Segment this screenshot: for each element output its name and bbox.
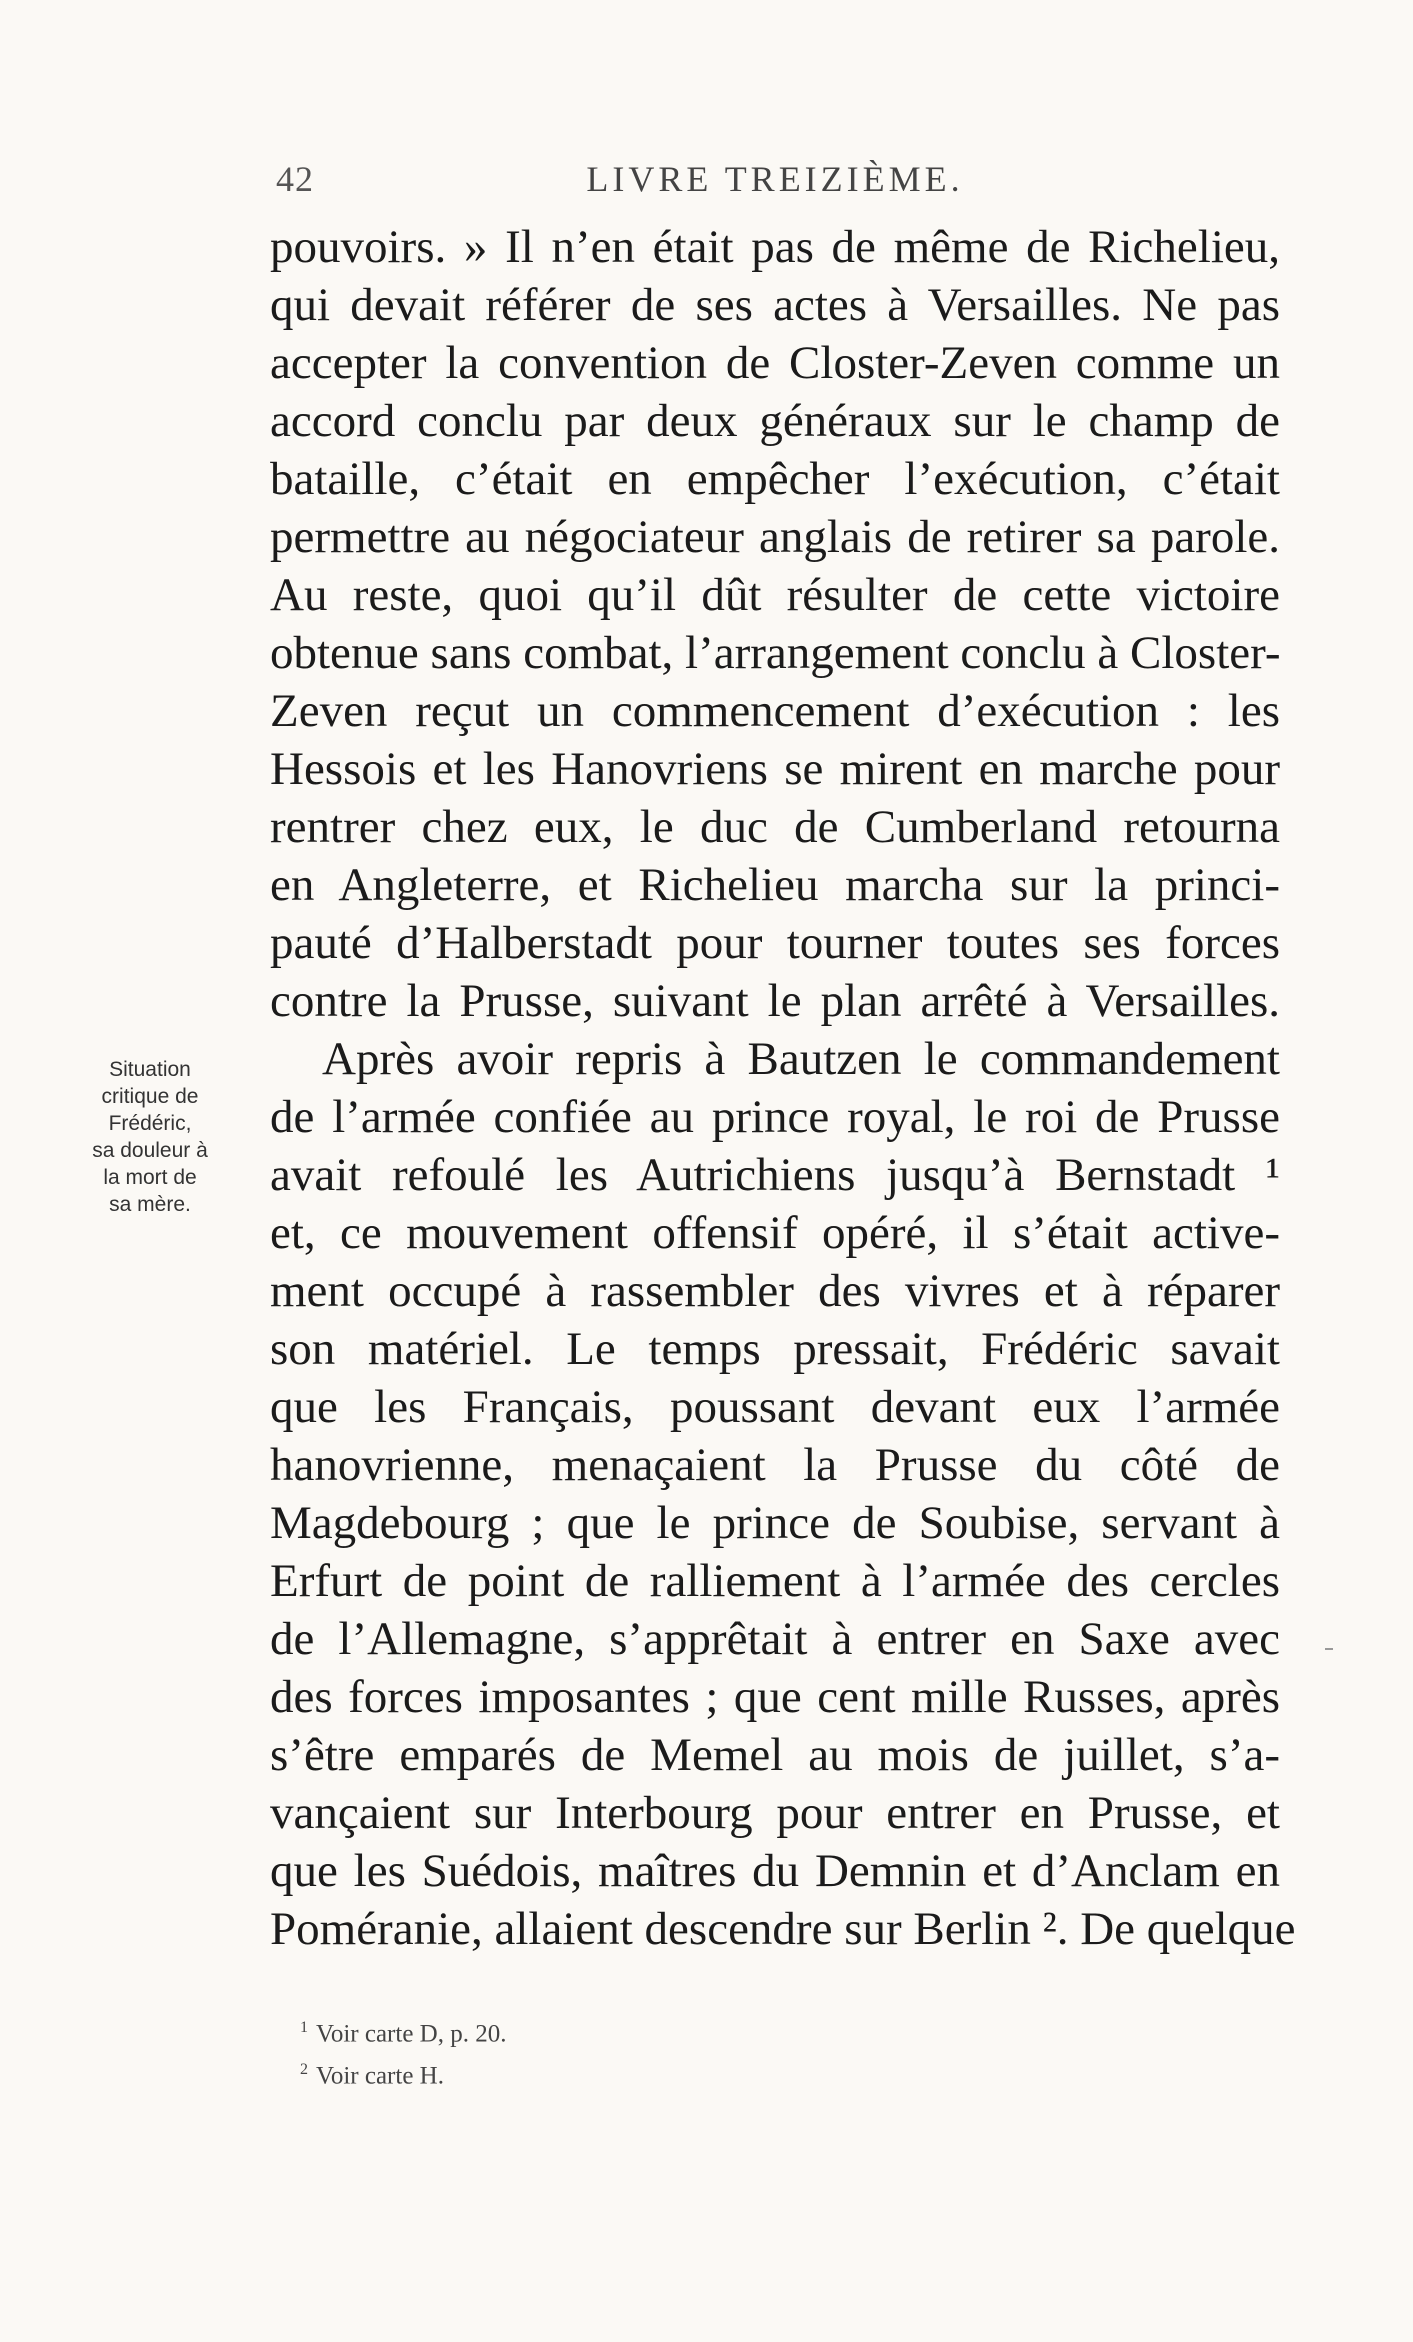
text-line: Poméranie, allaient descendre sur Berlin ². De quelque	[270, 1903, 1296, 1955]
text-line: pauté d’Halberstadt pour tourner toutes ses forces	[270, 917, 1280, 969]
footnote-mark: 1	[300, 2019, 308, 2036]
margin-note-line: sa mère.	[109, 1193, 191, 1216]
footnote-text: Voir carte D, p. 20.	[316, 2020, 507, 2048]
margin-note-line: Situation	[109, 1058, 191, 1081]
text-line: de l’armée confiée au prince royal, le roi de Prusse	[270, 1091, 1280, 1143]
footnote-text: Voir carte H.	[316, 2062, 444, 2090]
margin-note-line: sa douleur à	[92, 1139, 208, 1162]
footnotes	[300, 2010, 1000, 2095]
text-line: qui devait référer de ses actes à Versailles. Ne pas	[270, 279, 1280, 331]
text-line: s’être emparés de Memel au mois de juillet, s’a-	[270, 1729, 1280, 1781]
text-line: rentrer chez eux, le duc de Cumberland retourna	[270, 801, 1280, 853]
text-line: Zeven reçut un commencement d’exécution : les	[270, 685, 1280, 737]
text-line: obtenue sans combat, l’arrangement conclu à Closter-	[270, 627, 1281, 679]
text-line: bataille, c’était en empêcher l’exécution, c’était	[270, 453, 1280, 505]
text-line: son matériel. Le temps pressait, Frédéric savait	[270, 1323, 1280, 1375]
margin-note	[60, 1056, 240, 1218]
text-line: et, ce mouvement offensif opéré, il s’était active-	[270, 1207, 1280, 1259]
footnote-mark: 2	[300, 2061, 308, 2079]
text-line: de l’Allemagne, s’apprêtait à entrer en Saxe avec	[270, 1613, 1280, 1665]
text-line: que les Français, poussant devant eux l’armée	[270, 1381, 1280, 1433]
text-line: Au reste, quoi qu’il dût résulter de cette victoire	[270, 569, 1280, 621]
text-line: Erfurt de point de ralliement à l’armée des cercles	[270, 1555, 1280, 1607]
margin-note-line: critique de	[101, 1085, 199, 1108]
text-line: vançaient sur Interbourg pour entrer en Prusse, et	[270, 1787, 1280, 1839]
text-line: ment occupé à rassembler des vivres et à réparer	[270, 1265, 1280, 1317]
text-line: Magdebourg ; que le prince de Soubise, servant à	[270, 1497, 1280, 1549]
margin-note-line: la mort de	[103, 1166, 197, 1189]
text-line: des forces imposantes ; que cent mille Russes, après	[270, 1671, 1280, 1723]
text-line: en Angleterre, et Richelieu marcha sur la princi-	[270, 859, 1280, 911]
text-line: contre la Prusse, suivant le plan arrêté à Versailles.	[270, 975, 1280, 1027]
text-line: permettre au négociateur anglais de retirer sa parole.	[270, 511, 1280, 563]
body-text	[270, 218, 1296, 1958]
footnote	[300, 2010, 1000, 2052]
text-line: accepter la convention de Closter-Zeven comme un	[270, 337, 1280, 389]
footnote	[300, 2052, 1000, 2094]
text-line: accord conclu par deux généraux sur le champ de	[270, 395, 1280, 447]
text-line: Hessois et les Hanovriens se mirent en marche pour	[270, 743, 1280, 795]
print-speck	[1325, 1648, 1333, 1650]
paragraph-start-line: Après avoir repris à Bautzen le commandement	[322, 1033, 1280, 1085]
text-line: que les Suédois, maîtres du Demnin et d’Anclam en	[270, 1845, 1280, 1897]
page-header	[270, 158, 1280, 208]
text-line: hanovrienne, menaçaient la Prusse du côté de	[270, 1439, 1280, 1491]
text-line: pouvoirs. » Il n’en était pas de même de Richelieu,	[270, 221, 1280, 273]
text-line: avait refoulé les Autrichiens jusqu’à Bernstadt ¹	[270, 1149, 1280, 1201]
running-title: LIVRE TREIZIÈME.	[586, 159, 964, 199]
margin-note-line: Frédéric,	[108, 1112, 192, 1135]
page-number: 42	[276, 159, 314, 199]
